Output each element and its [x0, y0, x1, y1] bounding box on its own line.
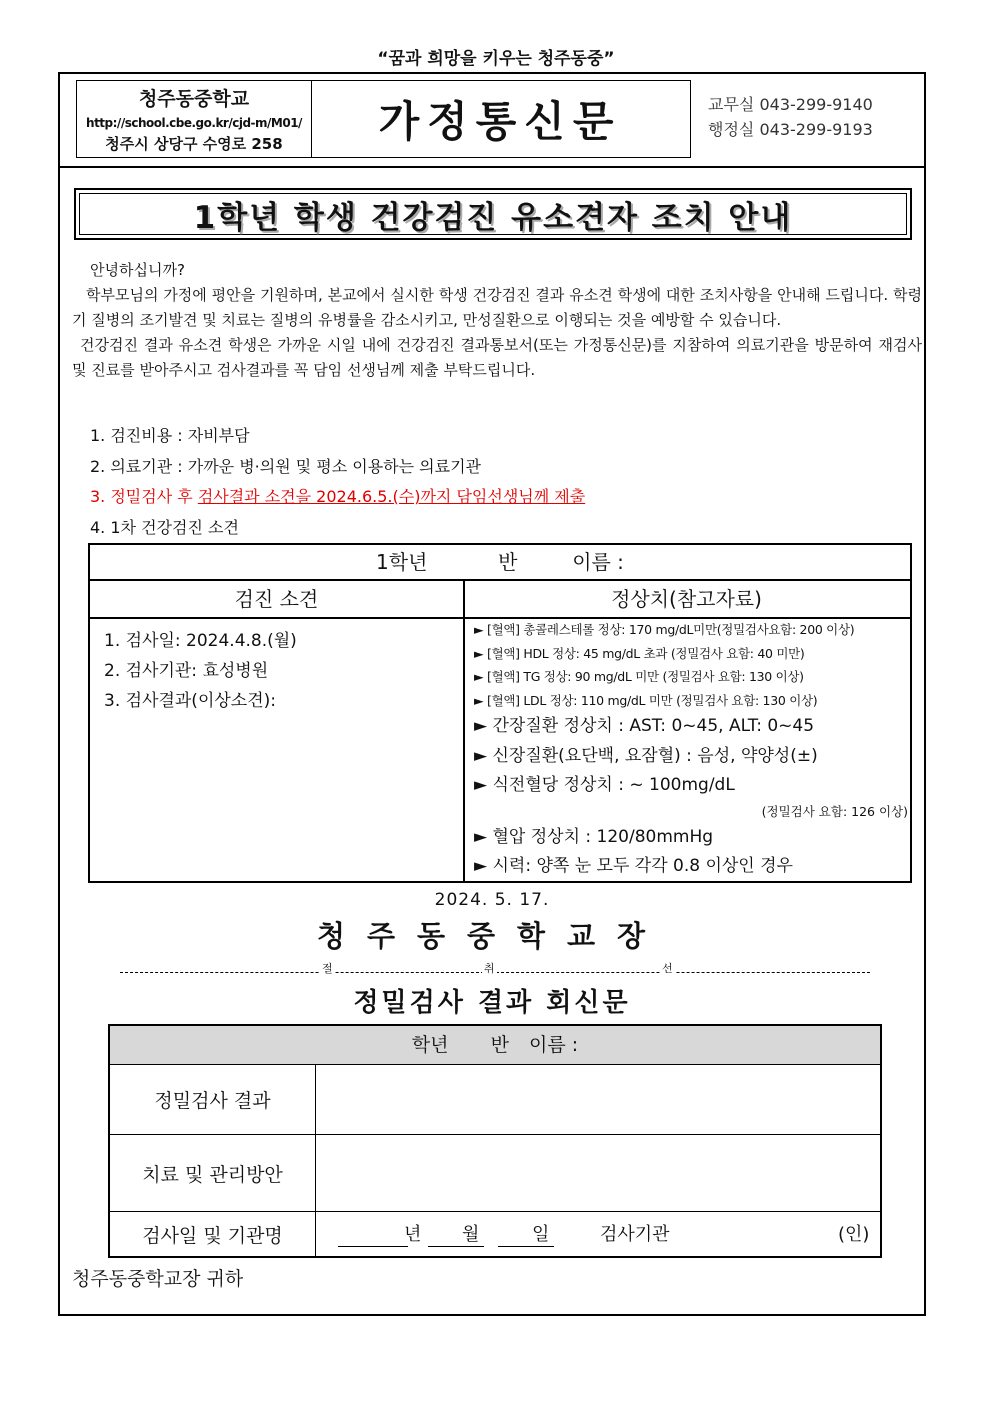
class-label: 반 [498, 550, 518, 574]
grade-label: 학년 [411, 1034, 449, 1056]
findings-col-header: 검진 소견 [234, 587, 319, 611]
day-blank [498, 1246, 554, 1247]
cut-char-3: 선 [662, 962, 673, 975]
ref-blood-pressure: ► 혈압 정상치 : 120/80mmHg [474, 826, 714, 847]
column-divider [463, 581, 465, 881]
ref-glucose-note: (정밀검사 요함: 126 이상) [761, 803, 908, 819]
reply-row-result [110, 1065, 880, 1135]
intro-paragraph-2: 건강검진 결과 유소견 학생은 가까운 시일 내에 건강검진 결과통보서(또는 가정통신문)를 지참하여 의료기관을 방문하여 재검사 및 진료를 받아주시고 검사결과를 꼭 담임 선생님께 제출 부탁드립니다. [72, 336, 922, 379]
reply-row-treatment [110, 1135, 880, 1212]
name-label: 이름 : [572, 550, 624, 574]
findings-detail [104, 626, 297, 716]
findings-table [88, 543, 912, 883]
seal-label: (인) [838, 1224, 870, 1245]
grade-label: 1학년 [376, 550, 428, 574]
cut-char-2: 취 [484, 962, 495, 975]
findings-header-row [90, 581, 910, 619]
reply-row-date [110, 1212, 880, 1256]
phone-number: 043-299-9193 [759, 120, 873, 139]
day-label: 일 [532, 1224, 550, 1245]
notice-title-box [74, 188, 912, 240]
principal-signature: 청주동중학교장 [316, 919, 668, 953]
month-label: 월 [462, 1224, 480, 1245]
issue-date: 2024. 5. 17. [434, 890, 550, 910]
ref-hdl: ► [혈액] HDL 정상: 45 mg/dL 초과 (정밀검사 요함: 40 미만) [474, 645, 805, 661]
class-label: 반 [490, 1034, 509, 1056]
reference-values [474, 618, 910, 882]
ref-glucose: ► 식전혈당 정상치 : ~ 100mg/dL [474, 775, 735, 795]
intro-paragraph-1: 학부모님의 가정에 평안을 기원하며, 본교에서 실시한 학생 건강검진 결과 유소견 학생에 대한 조치사항을 안내해 드립니다. 학령기 질병의 조기발견 및 치료는 질병의 유병률을 감소시키고, 만성질환으로 이행되는 것을 예방할 수 있습니다. [72, 286, 922, 329]
notice-title: 1학년 학생 건강검진 유소견자 조치 안내 [79, 193, 907, 235]
greeting: 안녕하십니까? [90, 261, 185, 279]
addressee: 청주동중학교장 귀하 [72, 1268, 244, 1290]
ref-vision: ► 시력: 양쪽 눈 모두 각각 0.8 이상인 경우 [474, 856, 793, 876]
intro-text [72, 258, 922, 383]
reference-col-header: 정상치(참고자료) [611, 587, 762, 611]
newsletter-title: 가정통신문 [310, 80, 691, 158]
reply-table [108, 1024, 882, 1258]
deadline-text: 검사결과 소견을 2024.6.5.(수)까지 담임선생님께 제출 [197, 487, 586, 506]
info-item-findings: 4. 1차 건강검진 소견 [90, 517, 239, 537]
treatment-label: 치료 및 관리방안 [110, 1135, 316, 1211]
phone-label: 교무실 [708, 95, 755, 114]
school-url: http://school.cbe.go.kr/cjd-m/M01/ [86, 116, 302, 130]
reply-title: 정밀검사 결과 회신문 [353, 988, 631, 1018]
exam-institution: 2. 검사기관: 효성병원 [104, 661, 269, 681]
phone-office-admin [708, 117, 873, 142]
date-institution-label: 검사일 및 기관명 [110, 1212, 316, 1256]
phone-number: 043-299-9140 [759, 95, 873, 114]
ref-ldl: ► [혈액] LDL 정상: 110 mg/dL 미만 (정밀검사 요함: 130 이상) [474, 692, 818, 708]
phone-office-academic [708, 92, 873, 117]
institution-label: 검사기관 [600, 1224, 670, 1245]
cut-line [120, 960, 870, 980]
info-item-institution: 2. 의료기관 : 가까운 병·의원 및 평소 이용하는 의료기관 [90, 456, 482, 476]
document-frame [58, 72, 926, 1316]
year-blank [338, 1246, 408, 1247]
month-blank [428, 1246, 484, 1247]
name-label: 이름 : [529, 1034, 579, 1056]
ref-tg: ► [혈액] TG 정상: 90 mg/dL 미만 (정밀검사 요함: 130 이상) [474, 669, 804, 684]
reply-header-row [110, 1026, 880, 1065]
year-label: 년 [404, 1224, 422, 1245]
slogan: “꿈과 희망을 키우는 청주동중” [377, 49, 615, 69]
ref-kidney: ► 신장질환(요단백, 요잠혈) : 음성, 약양성(±) [474, 745, 818, 766]
info-item-cost: 1. 검진비용 : 자비부담 [90, 426, 250, 445]
findings-student-row [90, 545, 910, 581]
deadline-prefix: 3. 정밀검사 후 [90, 487, 198, 506]
phone-label: 행정실 [708, 120, 755, 139]
exam-date: 1. 검사일: 2024.4.8.(월) [104, 631, 297, 651]
phone-list [708, 92, 873, 142]
school-name: 청주동중학교 [138, 88, 250, 110]
ref-liver: ► 간장질환 정상치 : AST: 0~45, ALT: 0~45 [474, 716, 815, 736]
school-address: 청주시 상당구 수영로 258 [105, 135, 283, 153]
info-list [90, 421, 585, 543]
result-label: 정밀검사 결과 [110, 1065, 316, 1134]
school-info-box [76, 80, 312, 158]
ref-cholesterol: ► [혈액] 총콜레스테롤 정상: 170 mg/dL미만(정밀검사요함: 200 이상) [474, 622, 855, 637]
letterhead [60, 74, 924, 168]
exam-result: 3. 검사결과(이상소견): [104, 691, 276, 711]
cut-char-1: 절 [322, 962, 333, 975]
info-item-deadline [90, 482, 585, 513]
